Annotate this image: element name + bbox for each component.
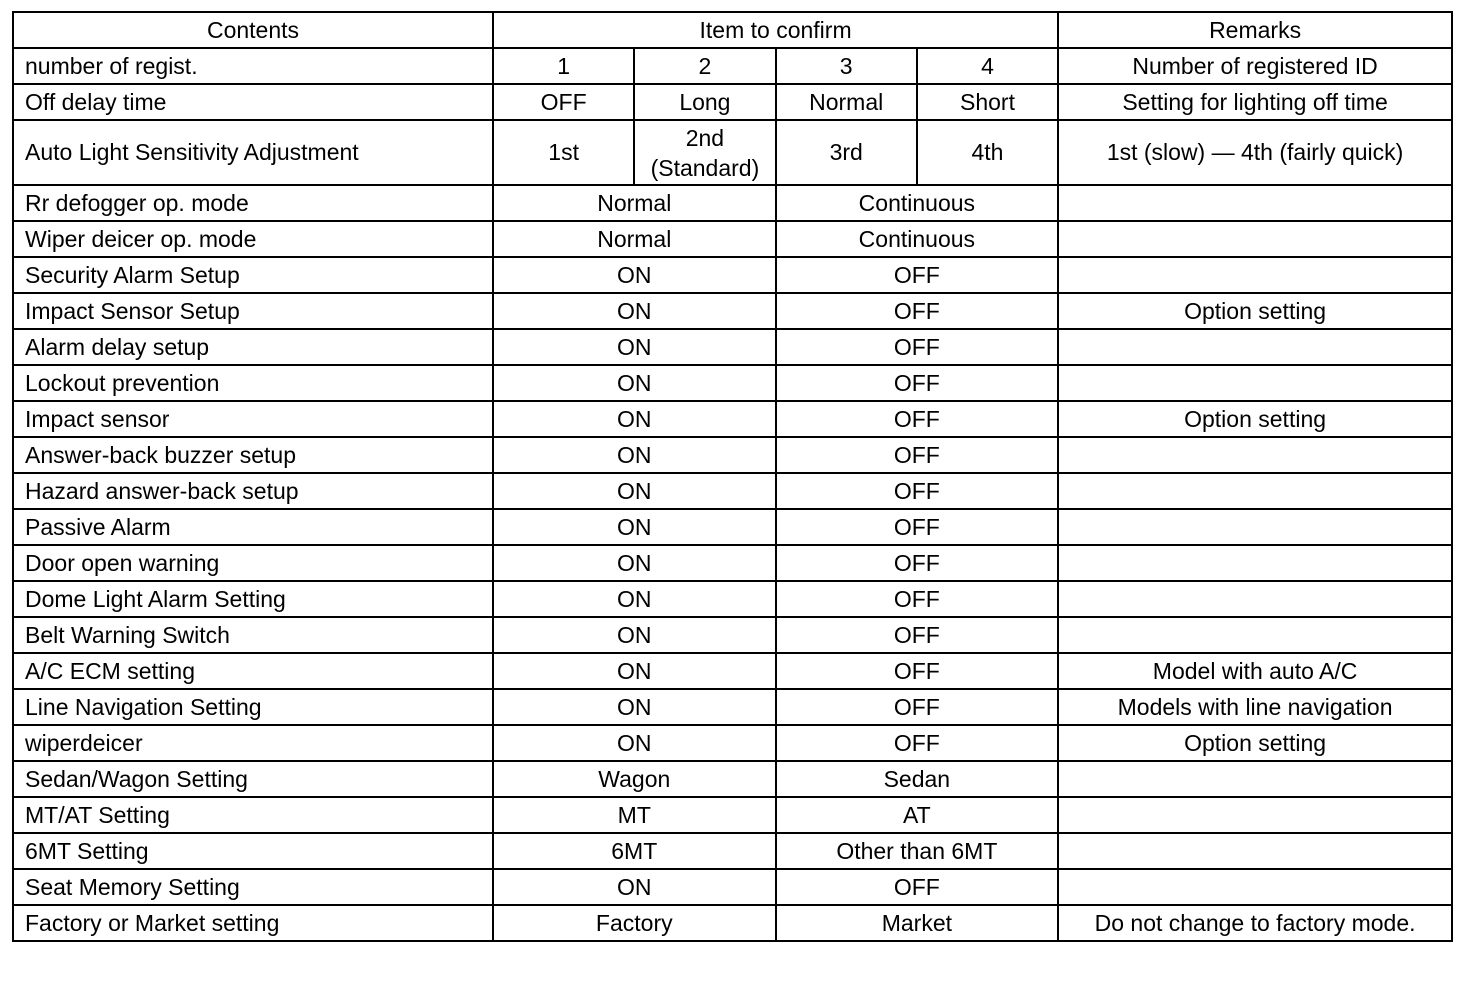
row-value: 3rd [776, 120, 917, 185]
row-remark [1058, 257, 1452, 293]
table-row [13, 581, 1452, 617]
row-remark [1058, 365, 1452, 401]
header-contents: Contents [13, 12, 493, 48]
table-row [13, 797, 1452, 833]
table-row [13, 689, 1452, 725]
row-value-first: Wagon [493, 761, 776, 797]
row-value: 4 [917, 48, 1058, 84]
row-remark: 1st (slow) — 4th (fairly quick) [1058, 120, 1452, 185]
row-value: OFF [493, 84, 634, 120]
row-value: Normal [776, 84, 917, 120]
table-row [13, 473, 1452, 509]
row-value-second: OFF [776, 545, 1059, 581]
row-value-main: 2nd [685, 124, 725, 151]
table-row [13, 509, 1452, 545]
header-remarks: Remarks [1058, 12, 1452, 48]
row-value-first: ON [493, 869, 776, 905]
row-value-second: OFF [776, 473, 1059, 509]
row-value-second: OFF [776, 617, 1059, 653]
row-remark [1058, 221, 1452, 257]
row-label: number of regist. [13, 48, 493, 84]
row-label: Door open warning [13, 545, 493, 581]
row-value-first: MT [493, 797, 776, 833]
row-remark: Models with line navigation [1058, 689, 1452, 725]
table-row [13, 905, 1452, 941]
row-label: Wiper deicer op. mode [13, 221, 493, 257]
table-row [13, 221, 1452, 257]
row-label: Impact sensor [13, 401, 493, 437]
row-label: Auto Light Sensitivity Adjustment [13, 120, 493, 185]
row-value-first: ON [493, 365, 776, 401]
table-row [13, 185, 1452, 221]
row-value-second: OFF [776, 401, 1059, 437]
row-value-second: OFF [776, 869, 1059, 905]
row-value-second: Continuous [776, 221, 1059, 257]
row-remark: Option setting [1058, 293, 1452, 329]
row-remark: Number of registered ID [1058, 48, 1452, 84]
row-label: Impact Sensor Setup [13, 293, 493, 329]
row-value: 1st [493, 120, 634, 185]
row-remark [1058, 185, 1452, 221]
row-remark [1058, 509, 1452, 545]
row-value-second: Sedan [776, 761, 1059, 797]
row-value: 4th [917, 120, 1058, 185]
row-remark [1058, 833, 1452, 869]
row-value-first: 6MT [493, 833, 776, 869]
table-body [13, 12, 1452, 941]
table-row [13, 401, 1452, 437]
row-value-first: Factory [493, 905, 776, 941]
table-row [13, 437, 1452, 473]
row-label: Rr defogger op. mode [13, 185, 493, 221]
header-row [13, 12, 1452, 48]
row-value-second: OFF [776, 365, 1059, 401]
row-value-stack [651, 123, 760, 183]
row-value-second: OFF [776, 257, 1059, 293]
row-value-first: Normal [493, 221, 776, 257]
row-label: 6MT Setting [13, 833, 493, 869]
row-value-second: OFF [776, 293, 1059, 329]
row-remark: Model with auto A/C [1058, 653, 1452, 689]
row-value-second: Other than 6MT [776, 833, 1059, 869]
row-label: Alarm delay setup [13, 329, 493, 365]
row-remark [1058, 581, 1452, 617]
row-value [634, 120, 775, 185]
table-row [13, 653, 1452, 689]
table-row [13, 84, 1452, 120]
row-remark [1058, 545, 1452, 581]
row-value-first: ON [493, 653, 776, 689]
row-value-first: ON [493, 437, 776, 473]
row-label: Belt Warning Switch [13, 617, 493, 653]
row-remark: Option setting [1058, 401, 1452, 437]
row-label: A/C ECM setting [13, 653, 493, 689]
row-value-first: ON [493, 509, 776, 545]
row-value-second: OFF [776, 509, 1059, 545]
row-value-note: (Standard) [650, 154, 760, 181]
row-value-first: ON [493, 581, 776, 617]
row-value-second: Continuous [776, 185, 1059, 221]
table-row [13, 833, 1452, 869]
row-label: wiperdeicer [13, 725, 493, 761]
row-value-first: ON [493, 617, 776, 653]
row-value-first: ON [493, 293, 776, 329]
row-value-second: OFF [776, 689, 1059, 725]
table-row [13, 725, 1452, 761]
row-value-second: Market [776, 905, 1059, 941]
table-row [13, 365, 1452, 401]
row-label: Line Navigation Setting [13, 689, 493, 725]
row-value-first: ON [493, 329, 776, 365]
row-remark: Do not change to factory mode. [1058, 905, 1452, 941]
row-remark [1058, 761, 1452, 797]
table-row [13, 545, 1452, 581]
row-value-first: ON [493, 401, 776, 437]
table-row [13, 869, 1452, 905]
row-remark [1058, 617, 1452, 653]
row-remark [1058, 869, 1452, 905]
row-value-second: AT [776, 797, 1059, 833]
row-value-first: ON [493, 545, 776, 581]
table-row [13, 329, 1452, 365]
row-label: Answer-back buzzer setup [13, 437, 493, 473]
row-label: Hazard answer-back setup [13, 473, 493, 509]
row-remark [1058, 797, 1452, 833]
row-label: Off delay time [13, 84, 493, 120]
row-value: 2 [634, 48, 775, 84]
table-row [13, 257, 1452, 293]
table-row [13, 48, 1452, 84]
row-value-first: Normal [493, 185, 776, 221]
row-remark [1058, 329, 1452, 365]
row-value-second: OFF [776, 653, 1059, 689]
table-row [13, 293, 1452, 329]
row-value-first: ON [493, 689, 776, 725]
row-value-first: ON [493, 725, 776, 761]
row-value-second: OFF [776, 437, 1059, 473]
row-label: Dome Light Alarm Setting [13, 581, 493, 617]
row-label: MT/AT Setting [13, 797, 493, 833]
row-value: Long [634, 84, 775, 120]
row-remark [1058, 473, 1452, 509]
row-value: 3 [776, 48, 917, 84]
row-value-second: OFF [776, 581, 1059, 617]
row-value-second: OFF [776, 329, 1059, 365]
row-label: Sedan/Wagon Setting [13, 761, 493, 797]
row-label: Passive Alarm [13, 509, 493, 545]
row-value-second: OFF [776, 725, 1059, 761]
row-label: Factory or Market setting [13, 905, 493, 941]
row-remark: Setting for lighting off time [1058, 84, 1452, 120]
table-row [13, 120, 1452, 185]
row-remark [1058, 437, 1452, 473]
header-item-to-confirm: Item to confirm [493, 12, 1058, 48]
row-value-first: ON [493, 257, 776, 293]
row-label: Security Alarm Setup [13, 257, 493, 293]
row-value: Short [917, 84, 1058, 120]
settings-table [12, 11, 1453, 942]
row-label: Seat Memory Setting [13, 869, 493, 905]
table-row [13, 617, 1452, 653]
table-row [13, 761, 1452, 797]
row-value: 1 [493, 48, 634, 84]
row-label: Lockout prevention [13, 365, 493, 401]
row-remark: Option setting [1058, 725, 1452, 761]
row-value-first: ON [493, 473, 776, 509]
